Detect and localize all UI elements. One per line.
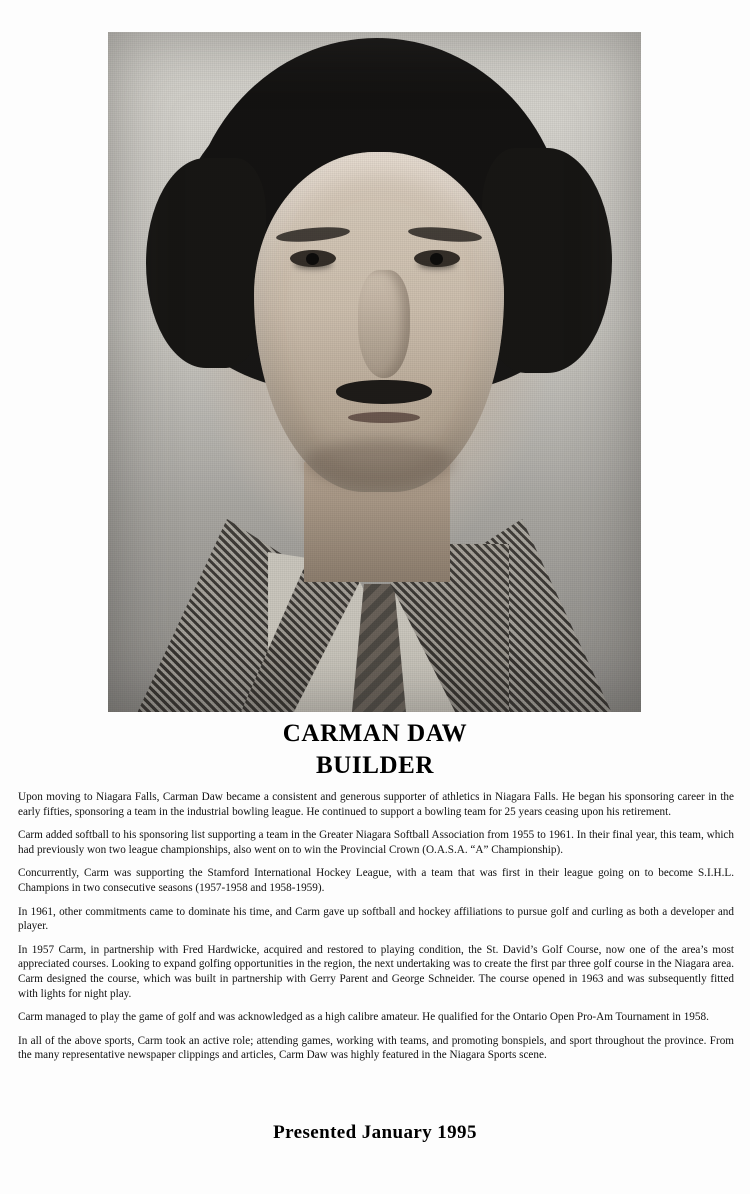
biography-paragraph: Upon moving to Niagara Falls, Carman Daw became a consistent and generous supporter of athletics in Niagara Falls. He began his sponsoring career in the early fifties, sponsoring a team in the industrial bowling league. He continued to support a bowling team for 25 years ceasing upon his retirement. — [18, 791, 734, 818]
nose — [358, 270, 410, 378]
biography-paragraph: In 1961, other commitments came to dominate his time, and Carm gave up softball and hockey affiliations to pursue golf and curling as both a developer and player. — [18, 905, 734, 933]
biography-paragraph: Carm added softball to his sponsoring list supporting a team in the Greater Niagara Softball Association from 1955 to 1961. In their final year, this team, which had previously won two league championships, also went on to win the Provincial Crown (O.A.S.A. “A” Championship). — [18, 829, 734, 856]
portrait-photo-image — [108, 32, 641, 712]
biography-paragraph: Concurrently, Carm was supporting the Stamford International Hockey League, with a team that was first in their league going on to become S.I.H.L. Champions in two consecutive seasons (1957-1958 and 1958-1959). — [18, 867, 734, 894]
biography-text — [18, 790, 734, 1072]
inductee-category: BUILDER — [315, 752, 435, 779]
right-eye — [414, 250, 460, 267]
chin-shadow — [304, 440, 454, 486]
presented-date: Presented January 1995 — [273, 1122, 477, 1143]
moustache — [336, 380, 432, 404]
portrait-photo — [108, 32, 641, 712]
inductee-name: CARMAN DAW — [282, 720, 468, 747]
biography-paragraph: Carm managed to play the game of golf and was acknowledged as a high calibre amateur. He qualified for the Ontario Open Pro-Am Tournament in 1958. — [18, 1011, 709, 1024]
mouth — [348, 412, 420, 423]
title-block — [0, 718, 750, 782]
biography-paragraph: In all of the above sports, Carm took an active role; attending games, working with teams, and promoting bonspiels, and sport throughout the province. From the many representative newspaper clippings and articles, Carm Daw was highly featured in the Niagara Sports scene. — [18, 1034, 734, 1062]
left-eye — [290, 250, 336, 267]
biography-paragraph: In 1957 Carm, in partnership with Fred Hardwicke, acquired and restored to playing condition, the St. David’s Golf Course, now one of the area’s most appreciated courses. Looking to expand golfing opportunities in the region, the next undertaking was to create the first par three golf course in the Niagara area. Carm designed the course, which was built in partnership with Gerry Parent and George Schneider. The course opened in 1963 and was subsequently fitted with lights for night play. — [18, 943, 734, 1000]
